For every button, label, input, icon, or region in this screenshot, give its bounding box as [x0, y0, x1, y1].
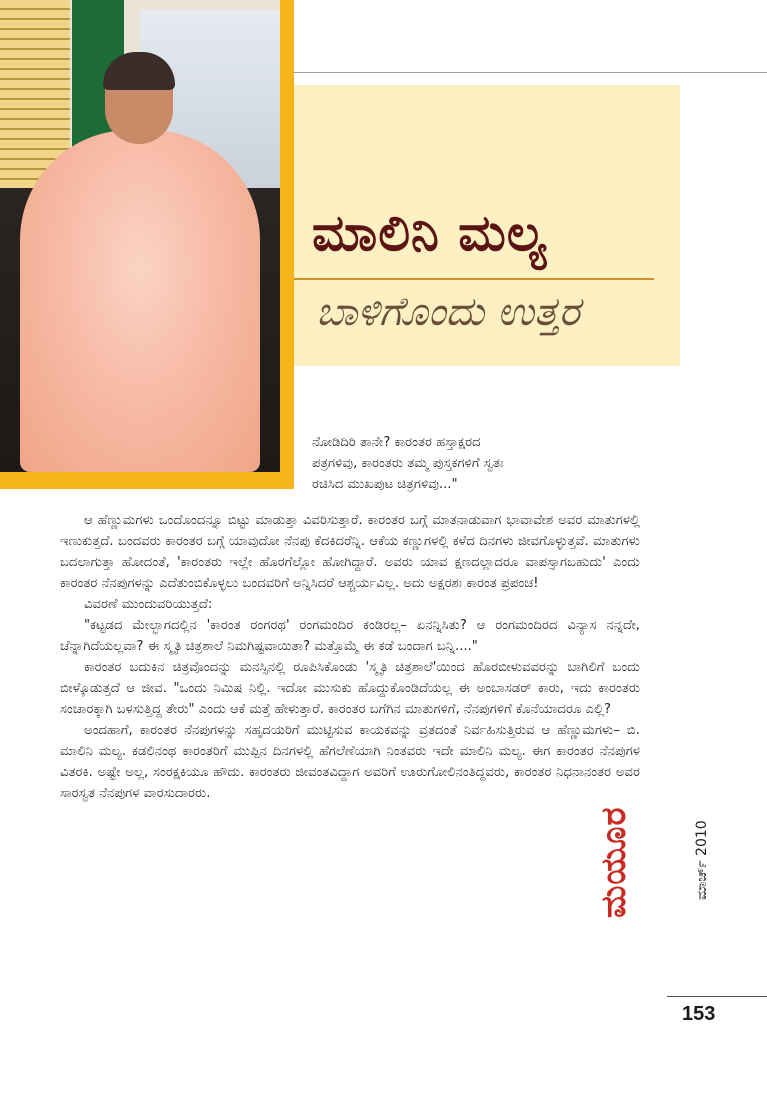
- body-paragraph: "ಕಟ್ಟಡದ ಮೇಲ್ಭಾಗದಲ್ಲಿನ 'ಕಾರಂತ ರಂಗರಥ' ರಂಗಮಂದಿರ ಕಂಡಿರಲ್ಲ– ಏನನ್ನಿಸಿತು? ಆ ರಂಗಮಂದಿರದ ವಿನ್ಯಾಸ ನನ್ನದೇ, ಚೆನ್ನಾಗಿದೆಯಲ್ಲವಾ? ಈ ಸ್ಮೃತಿ ಚಿತ್ರಶಾಲೆ ನಿಮಗಿಷ್ಟವಾಯಿತಾ? ಮತ್ತೊಮ್ಮೆ ಈ ಕಡೆ ಬಂದಾಗ ಬನ್ನಿ....": [60, 618, 640, 654]
- article-title: ಮಾಲಿನಿ ಮಲ್ಯ: [312, 203, 548, 262]
- header-rule: [294, 72, 767, 73]
- magazine-name: ಮಯೂರ: [594, 806, 634, 918]
- intro-line: ರಚಿಸಿದ ಮುಖಪುಟ ಚಿತ್ರಗಳಿವು...": [312, 477, 458, 492]
- article-body: [60, 510, 640, 804]
- body-paragraph: ಕಾರಂತರ ಬದುಕಿನ ಚಿತ್ರವೊಂದನ್ನು ಮನಸ್ಸಿನಲ್ಲಿ ರೂಪಿಸಿಕೊಂಡು 'ಸ್ಮೃತಿ ಚಿತ್ರಶಾಲೆ'ಯಿಂದ ಹೊರಬೀಳುವವರನ್ನು ಬಾಗಿಲಿಗೆ ಬಂದು ಬೀಳ್ಕೊಡುತ್ತದೆ ಆ ಜೀವ. "ಒಂದು ನಿಮಿಷ ನಿಲ್ಲಿ. ಇದೋ ಮುಸುಕು ಹೊದ್ದುಕೊಂಡಿದೆಯಲ್ಲ ಈ ಅಂಬಾಸಡರ್ ಕಾರು, ಇದು ಕಾರಂತರು ಸಂಚಾರಕ್ಕಾಗಿ ಬಳಸುತ್ತಿದ್ದ ತೇರು" ಎಂದು ಆಕೆ ಮತ್ತೆ ಹೇಳುತ್ತಾರೆ. ಕಾರಂತರ ಬಗೆಗಿನ ಮಾತುಗಳಿಗೆ, ನೆನಪುಗಳಿಗೆ ಕೊನೆಯಾದರೂ ಎಲ್ಲಿ?: [60, 660, 640, 717]
- body-paragraph: ವಿವರಣೆ ಮುಂದುವರಿಯುತ್ತದೆ:: [84, 597, 213, 612]
- footer-rule: [667, 996, 767, 997]
- photo-frame: [0, 0, 294, 489]
- title-divider: [294, 278, 654, 280]
- body-paragraph: ಅಂದಹಾಗೆ, ಕಾರಂತರ ನೆನಪುಗಳನ್ನು ಸಹೃದಯರಿಗೆ ಮುಟ್ಟಿಸುವ ಕಾಯಕವನ್ನು ವ್ರತದಂತೆ ನಿರ್ವಹಿಸುತ್ತಿರುವ ಆ ಹೆಣ್ಣುಮಗಳು– ಬಿ. ಮಾಲಿನಿ ಮಲ್ಯ. ಕಡಲಿನಂಥ ಕಾರಂತರಿಗೆ ಮುಪ್ಪಿನ ದಿನಗಳಲ್ಲಿ ಹೆಗಲೆಣೆಯಾಗಿ ನಿಂತವರು ಇದೇ ಮಾಲಿನಿ ಮಲ್ಯ. ಈಗ ಕಾರಂತರ ನೆನಪುಗಳ ವಿತರಕಿ. ಅಷ್ಟೇ ಅಲ್ಲ, ಸಂರಕ್ಷಕಿಯೂ ಹೌದು. ಕಾರಂತರು ಜೀವಂತವಿದ್ದಾಗ ಅವರಿಗೆ ಊರುಗೋಲಿನಂತಿದ್ದವರು, ಕಾರಂತರ ನಿಧನಾನಂತರ ಅವರ ಸಾರಸ್ವತ ನೆನಪುಗಳ ವಾರಸುದಾರರು.: [60, 723, 640, 801]
- issue-date: ಮಾರ್ಚ್ 2010: [694, 820, 710, 900]
- body-paragraph: ಆ ಹೆಣ್ಣುಮಗಳು ಒಂದೊಂದನ್ನೂ ಬಿಟ್ಟು ಮಾಡುತ್ತಾ ವಿವರಿಸುತ್ತಾರೆ. ಕಾರಂತರ ಬಗ್ಗೆ ಮಾತನಾಡುವಾಗ ಭಾವಾವೇಶ ಅವರ ಮಾತುಗಳಲ್ಲಿ ಇಣುಕುತ್ತದೆ. ಬಂದವರು ಕಾರಂತರ ಬಗ್ಗೆ ಯಾವುದೋ ನೆನಪು ಕೆದಕಿದರೆನ್ನಿ. ಆಕೆಯ ಕಣ್ಣುಗಳಲ್ಲಿ ಕಳೆದ ದಿನಗಳು ಜೀವಗೊಳ್ಳುತ್ತವೆ. ಮಾತುಗಳು ಬದಲಾಗುತ್ತಾ ಹೋದಂತೆ, 'ಕಾರಂತರು ಇಲ್ಲೇ ಹೊರಗೆಲ್ಲೋ ಹೋಗಿದ್ದಾರೆ. ಅವರು ಯಾವ ಕ್ಷಣದಲ್ಲಾದರೂ ವಾಪಸ್ಸಾಗಬಹುದು' ಎಂದು ಕಾರಂತರ ನೆನಪುಗಳನ್ನು ಎದೆತುಂಬಿಕೊಳ್ಳಲು ಬಂದವರಿಗೆ ಅನ್ನಿಸಿದರೆ ಆಶ್ಚರ್ಯವಿಲ್ಲ. ಅದು ಅಕ್ಷರಶಃ ಕಾರಂತ ಪ್ರಪಂಚ!: [60, 513, 640, 591]
- intro-text: [312, 432, 642, 495]
- margin-branding: [594, 780, 734, 980]
- title-box: [294, 85, 680, 366]
- article-subtitle: ಬಾಳಿಗೊಂದು ಉತ್ತರ: [316, 289, 580, 335]
- intro-line: ಪತ್ರಗಳಿವು, ಕಾರಂತರು ತಮ್ಮ ಪುಸ್ತಕಗಳಿಗೆ ಸ್ವತಃ: [312, 456, 504, 471]
- photo-person-saree: [20, 130, 260, 472]
- portrait-photo: [0, 0, 280, 472]
- page-number: 153: [682, 1003, 716, 1025]
- intro-line: ನೋಡಿದಿರಿ ತಾನೇ? ಕಾರಂತರ ಹಸ್ತಾಕ್ಷರದ: [312, 435, 481, 450]
